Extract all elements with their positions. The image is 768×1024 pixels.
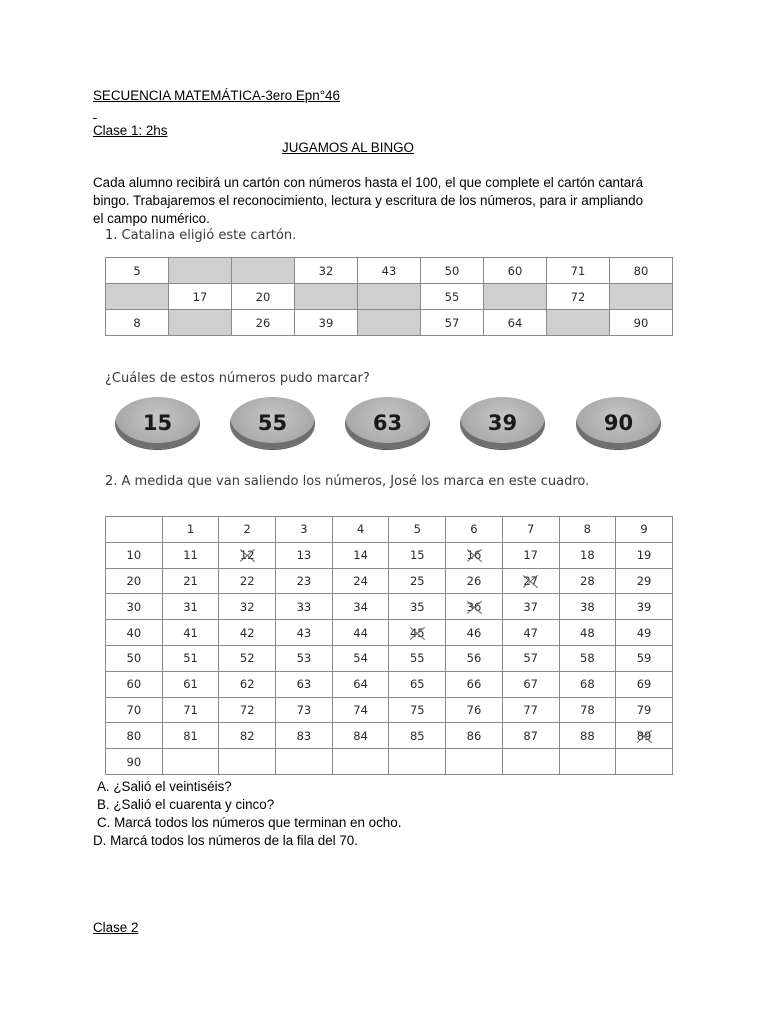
- marked-number: 89: [636, 728, 652, 743]
- marked-number: 27: [523, 573, 538, 588]
- intro-paragraph: Cada alumno recibirá un cartón con números hasta el 100, el que complete el cartón cantará bingo. Trabajaremos el reconocimiento, lectura y escritura de los números, para ir ampliando el campo numérico.: [93, 175, 644, 226]
- grid-number: 75: [409, 702, 425, 717]
- bingo-card-cell: [169, 258, 232, 284]
- grid-number: 74: [353, 702, 368, 717]
- grid-cell: [276, 749, 333, 775]
- grid-row: [106, 697, 673, 723]
- grid-number: 51: [183, 651, 198, 666]
- grid-number: 69: [636, 677, 652, 692]
- grid-cell: [106, 723, 163, 749]
- bingo-card-cell: [358, 284, 421, 310]
- grid-number: 31: [183, 599, 198, 614]
- number-grid: [105, 516, 673, 775]
- grid-cell: [219, 697, 276, 723]
- bingo-card-cell: 55: [421, 284, 484, 310]
- grid-number: 23: [296, 573, 312, 588]
- grid-cell: [389, 542, 446, 568]
- grid-cell: [332, 749, 389, 775]
- grid-cell: [389, 620, 446, 646]
- grid-cell: [502, 697, 559, 723]
- grid-cell: [219, 749, 276, 775]
- bingo-card-cell: 72: [547, 284, 610, 310]
- bingo-card-cell: 8: [106, 310, 169, 336]
- grid-cell: [219, 645, 276, 671]
- grid-number: 53: [296, 651, 312, 666]
- section-title: JUGAMOS AL BINGO: [282, 140, 414, 155]
- grid-number: 43: [296, 625, 312, 640]
- grid-cell: [616, 568, 673, 594]
- grid-cell: [332, 594, 389, 620]
- grid-number: 57: [523, 651, 538, 666]
- blank-underline: [93, 104, 97, 118]
- bingo-card-row: [106, 284, 673, 310]
- grid-cell: [616, 542, 673, 568]
- bingo-card-row: [106, 258, 673, 284]
- grid-cell: [276, 723, 333, 749]
- grid-cell: [219, 594, 276, 620]
- grid-cell: [106, 594, 163, 620]
- bingo-card-cell: [232, 258, 295, 284]
- grid-number: 25: [409, 573, 425, 588]
- grid-number: 82: [239, 728, 255, 743]
- marked-number: 16: [466, 548, 482, 563]
- grid-cell: [446, 620, 503, 646]
- grid-number: 67: [523, 677, 538, 692]
- grid-number: 83: [296, 728, 312, 743]
- grid-number: 76: [466, 702, 482, 717]
- grid-number: 46: [466, 625, 482, 640]
- bingo-card-cell: 71: [547, 258, 610, 284]
- question-a: A. ¿Salió el veintiséis?: [97, 779, 232, 794]
- grid-number: 48: [580, 625, 595, 640]
- grid-number: 9: [640, 522, 648, 537]
- grid-cell: [106, 671, 163, 697]
- grid-cell: [276, 697, 333, 723]
- grid-cell: [276, 671, 333, 697]
- grid-cell: [389, 749, 446, 775]
- grid-cell: [389, 723, 446, 749]
- clase2-heading: Clase 2: [93, 920, 139, 935]
- bingo-ball: 39: [460, 397, 545, 449]
- grid-cell: [162, 568, 219, 594]
- grid-number: 4: [356, 522, 365, 537]
- question-list: [93, 778, 402, 850]
- grid-cell: [446, 517, 503, 543]
- grid-cell: [502, 568, 559, 594]
- grid-cell: [559, 645, 616, 671]
- grid-number: 65: [409, 677, 425, 692]
- grid-number: 80: [126, 728, 142, 743]
- grid-number: 2: [243, 522, 251, 537]
- grid-number: 64: [353, 677, 368, 692]
- grid-number: 24: [353, 573, 368, 588]
- grid-number: 32: [239, 599, 255, 614]
- grid-cell: [559, 517, 616, 543]
- grid-cell: [162, 697, 219, 723]
- grid-number: 63: [296, 677, 312, 692]
- grid-cell: [276, 568, 333, 594]
- grid-cell: [502, 517, 559, 543]
- grid-cell: [446, 542, 503, 568]
- grid-cell: [162, 645, 219, 671]
- grid-number: 35: [409, 599, 425, 614]
- grid-cell: [446, 749, 503, 775]
- grid-cell: [162, 542, 219, 568]
- grid-cell: [446, 671, 503, 697]
- grid-number: 61: [183, 677, 198, 692]
- grid-number: 72: [239, 702, 255, 717]
- grid-cell: [276, 542, 333, 568]
- grid-number: 17: [523, 548, 538, 563]
- grid-number: 86: [466, 728, 482, 743]
- grid-number: 14: [353, 548, 368, 563]
- grid-cell: [389, 568, 446, 594]
- grid-cell: [162, 723, 219, 749]
- exercise2-title: 2. A medida que van saliendo los números, José los marca en este cuadro.: [105, 474, 590, 489]
- grid-number: 41: [183, 625, 198, 640]
- grid-number: 49: [636, 625, 652, 640]
- grid-number: 59: [636, 651, 652, 666]
- grid-number: 47: [523, 625, 538, 640]
- grid-number: 5: [413, 522, 421, 537]
- bingo-ball: 15: [115, 397, 200, 449]
- grid-cell: [446, 645, 503, 671]
- grid-cell: [106, 697, 163, 723]
- bingo-card-cell: [484, 284, 547, 310]
- grid-number: 26: [466, 573, 482, 588]
- grid-cell: [276, 620, 333, 646]
- grid-cell: [276, 645, 333, 671]
- grid-number: 33: [296, 599, 312, 614]
- grid-number: 88: [580, 728, 595, 743]
- grid-number: 7: [526, 522, 535, 537]
- bingo-card-cell: 64: [484, 310, 547, 336]
- grid-cell: [559, 749, 616, 775]
- grid-row: [106, 620, 673, 646]
- document-title: SECUENCIA MATEMÁTICA-3ero Epn°46: [93, 88, 340, 103]
- bingo-card-cell: 57: [421, 310, 484, 336]
- grid-cell: [162, 749, 219, 775]
- grid-cell: [389, 671, 446, 697]
- grid-cell: [502, 542, 559, 568]
- grid-cell: [559, 568, 616, 594]
- grid-number: 60: [126, 677, 142, 692]
- grid-number: 6: [470, 522, 478, 537]
- grid-number: 62: [239, 677, 255, 692]
- bingo-ball: 63: [345, 397, 430, 449]
- grid-cell: [332, 542, 389, 568]
- grid-header-row: [106, 517, 673, 543]
- grid-cell: [502, 671, 559, 697]
- grid-cell: [389, 594, 446, 620]
- bingo-card-cell: 5: [106, 258, 169, 284]
- grid-number: 44: [353, 625, 368, 640]
- grid-cell: [106, 542, 163, 568]
- grid-row: [106, 723, 673, 749]
- grid-cell: [332, 568, 389, 594]
- grid-number: 11: [183, 548, 198, 563]
- bingo-card-cell: [106, 284, 169, 310]
- grid-cell: [502, 620, 559, 646]
- grid-row: [106, 645, 673, 671]
- grid-cell: [162, 620, 219, 646]
- grid-row: [106, 671, 673, 697]
- grid-cell: [332, 671, 389, 697]
- grid-cell: [559, 542, 616, 568]
- grid-cell: [389, 697, 446, 723]
- grid-number: 77: [523, 702, 538, 717]
- grid-number: 54: [353, 651, 368, 666]
- grid-cell: [616, 645, 673, 671]
- grid-number: 18: [580, 548, 595, 563]
- grid-cell: [332, 645, 389, 671]
- grid-number: 28: [580, 573, 595, 588]
- marked-number: 45: [409, 625, 425, 640]
- grid-number: 15: [409, 548, 425, 563]
- bingo-card-cell: 39: [295, 310, 358, 336]
- bingo-card-cell: [295, 284, 358, 310]
- grid-number: 20: [126, 573, 142, 588]
- bingo-card-cell: 43: [358, 258, 421, 284]
- grid-cell: [332, 517, 389, 543]
- grid-number: 90: [126, 754, 142, 769]
- grid-number: 84: [353, 728, 368, 743]
- bingo-card-cell: 90: [610, 310, 673, 336]
- grid-cell: [106, 620, 163, 646]
- grid-cell: [559, 671, 616, 697]
- grid-row: [106, 568, 673, 594]
- grid-cell: [219, 620, 276, 646]
- grid-row: [106, 749, 673, 775]
- grid-number: 87: [523, 728, 538, 743]
- grid-number: 34: [353, 599, 368, 614]
- question-c: C. Marcá todos los números que terminan en ocho.: [97, 815, 402, 830]
- grid-cell: [502, 749, 559, 775]
- grid-cell: [502, 645, 559, 671]
- grid-number: 56: [466, 651, 482, 666]
- grid-cell: [446, 568, 503, 594]
- grid-cell: [616, 517, 673, 543]
- grid-number: 37: [523, 599, 538, 614]
- grid-cell: [106, 645, 163, 671]
- grid-number: 29: [636, 573, 652, 588]
- grid-number: 78: [580, 702, 595, 717]
- grid-number: 40: [126, 625, 142, 640]
- grid-cell: [276, 517, 333, 543]
- grid-cell: [446, 723, 503, 749]
- grid-cell: [276, 594, 333, 620]
- grid-cell: [332, 723, 389, 749]
- grid-number: 21: [183, 573, 198, 588]
- bingo-card-cell: [358, 310, 421, 336]
- grid-cell: [446, 594, 503, 620]
- grid-number: 70: [126, 702, 142, 717]
- grid-cell: [219, 671, 276, 697]
- bingo-card-cell: 17: [169, 284, 232, 310]
- bingo-ball: 90: [576, 397, 661, 449]
- grid-cell: [559, 723, 616, 749]
- grid-cell: [332, 620, 389, 646]
- question-b: B. ¿Salió el cuarenta y cinco?: [97, 797, 275, 812]
- grid-number: 3: [300, 522, 308, 537]
- grid-cell: [616, 697, 673, 723]
- grid-cell: [502, 594, 559, 620]
- grid-number: 13: [296, 548, 312, 563]
- marked-number: 12: [239, 548, 255, 563]
- grid-number: 68: [580, 677, 595, 692]
- grid-cell: [106, 749, 163, 775]
- grid-cell: [219, 723, 276, 749]
- bingo-card-cell: [547, 310, 610, 336]
- grid-number: 58: [580, 651, 595, 666]
- grid-number: 38: [580, 599, 595, 614]
- grid-number: 52: [239, 651, 255, 666]
- bingo-card-cell: 32: [295, 258, 358, 284]
- bingo-card-cell: 26: [232, 310, 295, 336]
- grid-number: 50: [126, 651, 142, 666]
- grid-number: 73: [296, 702, 312, 717]
- grid-cell: [106, 568, 163, 594]
- bingo-card-cell: 20: [232, 284, 295, 310]
- bingo-card-row: [106, 310, 673, 336]
- bingo-card: [105, 257, 673, 336]
- grid-cell: [446, 697, 503, 723]
- grid-cell: [389, 645, 446, 671]
- grid-cell: [106, 517, 163, 543]
- grid-cell: [502, 723, 559, 749]
- grid-cell: [559, 620, 616, 646]
- grid-cell: [332, 697, 389, 723]
- grid-number: 71: [183, 702, 198, 717]
- grid-row: [106, 594, 673, 620]
- grid-number: 81: [183, 728, 198, 743]
- bingo-card-cell: [610, 284, 673, 310]
- grid-cell: [219, 542, 276, 568]
- exercise1-title: 1. Catalina eligió este cartón.: [105, 228, 297, 243]
- grid-cell: [616, 749, 673, 775]
- grid-number: 42: [239, 625, 255, 640]
- grid-number: 1: [186, 522, 195, 537]
- grid-cell: [616, 620, 673, 646]
- grid-number: 79: [636, 702, 652, 717]
- grid-cell: [559, 594, 616, 620]
- grid-number: 85: [409, 728, 425, 743]
- bingo-card-cell: 60: [484, 258, 547, 284]
- grid-number: 10: [126, 548, 142, 563]
- grid-cell: [162, 517, 219, 543]
- grid-number: 19: [636, 548, 652, 563]
- grid-number: 66: [466, 677, 482, 692]
- question-d: D. Marcá todos los números de la fila del 70.: [93, 833, 358, 848]
- marked-number: 36: [466, 599, 482, 614]
- grid-row: [106, 542, 673, 568]
- grid-cell: [559, 697, 616, 723]
- grid-number: 55: [409, 651, 425, 666]
- bingo-card-cell: 50: [421, 258, 484, 284]
- grid-number: 8: [583, 522, 591, 537]
- grid-cell: [616, 723, 673, 749]
- grid-cell: [389, 517, 446, 543]
- bingo-card-cell: [169, 310, 232, 336]
- grid-number: 39: [636, 599, 652, 614]
- grid-cell: [162, 671, 219, 697]
- grid-cell: [219, 517, 276, 543]
- grid-cell: [219, 568, 276, 594]
- exercise1-question: ¿Cuáles de estos números pudo marcar?: [105, 371, 370, 386]
- grid-cell: [162, 594, 219, 620]
- grid-cell: [616, 594, 673, 620]
- bingo-ball: 55: [230, 397, 315, 449]
- bingo-card-cell: 80: [610, 258, 673, 284]
- grid-number: 30: [126, 599, 142, 614]
- clase1-heading: Clase 1: 2hs: [93, 123, 168, 138]
- grid-cell: [616, 671, 673, 697]
- grid-number: 22: [239, 573, 255, 588]
